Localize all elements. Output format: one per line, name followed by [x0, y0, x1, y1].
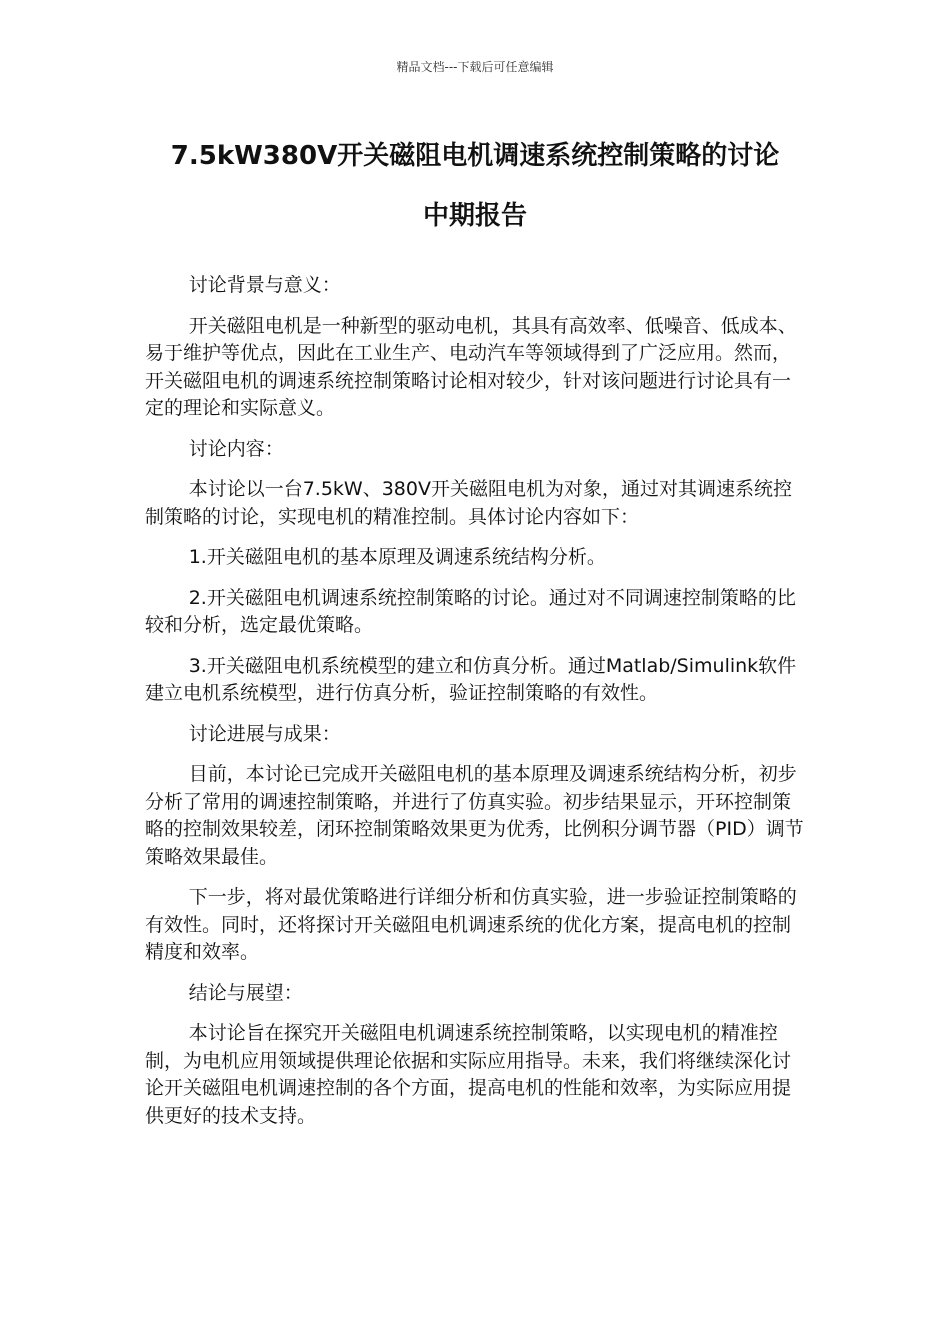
content-item-2: 2.开关磁阻电机调速系统控制策略的讨论。通过对不同调速控制策略的比较和分析，选定最优策略。: [145, 586, 796, 636]
progress-paragraph-2: 下一步，将对最优策略进行详细分析和仿真实验，进一步验证控制策略的有效性。同时，还将探讨开关磁阻电机调速系统的优化方案，提高电机的控制精度和效率。: [145, 886, 797, 963]
background-paragraph: 开关磁阻电机是一种新型的驱动电机，其具有高效率、低噪音、低成本、易于维护等优点，因此在工业生产、电动汽车等领域得到了广泛应用。然而，开关磁阻电机的调速系统控制策略讨论相对较少，针对该问题进行讨论具有一定的理论和实际意义。: [145, 314, 797, 419]
conclusion-paragraph: 本讨论旨在探究开关磁阻电机调速系统控制策略，以实现电机的精准控制，为电机应用领域提供理论依据和实际应用指导。未来，我们将继续深化讨论开关磁阻电机调速控制的各个方面，提高电机的性能和效率，为实际应用提供更好的技术支持。: [145, 1022, 792, 1127]
title-line-2: 中期报告: [422, 201, 527, 231]
background-heading: 讨论背景与意义：: [188, 274, 341, 296]
content-heading: 讨论内容：: [188, 437, 284, 460]
document-body: [145, 272, 805, 1143]
content-item-3: 3.开关磁阻电机系统模型的建立和仿真分析。通过Matlab/Simulink软件建立电机系统模型，进行仿真分析，验证控制策略的有效性。: [145, 654, 797, 704]
conclusion-heading: 结论与展望：: [188, 981, 303, 1004]
header-note: 精品文档---下载后可任意编辑: [396, 60, 554, 74]
progress-paragraph-1: 目前，本讨论已完成开关磁阻电机的基本原理及调速系统结构分析，初步分析了常用的调速控制策略，并进行了仿真实验。初步结果显示，开环控制策略的控制效果较差，闭环控制策略效果更为优秀，比例积分调节器（PID）调节策略效果最佳。: [145, 763, 804, 868]
document-title: [100, 138, 850, 234]
content-item-1: 1.开关磁阻电机的基本原理及调速系统结构分析。: [188, 546, 606, 568]
progress-heading: 讨论进展与成果：: [188, 722, 341, 745]
content-intro-paragraph: 本讨论以一台7.5kW、380V开关磁阻电机为对象，通过对其调速系统控制策略的讨论，实现电机的精准控制。具体讨论内容如下：: [145, 478, 792, 528]
title-line-1: 7.5kW380V开关磁阻电机调速系统控制策略的讨论: [170, 141, 780, 171]
